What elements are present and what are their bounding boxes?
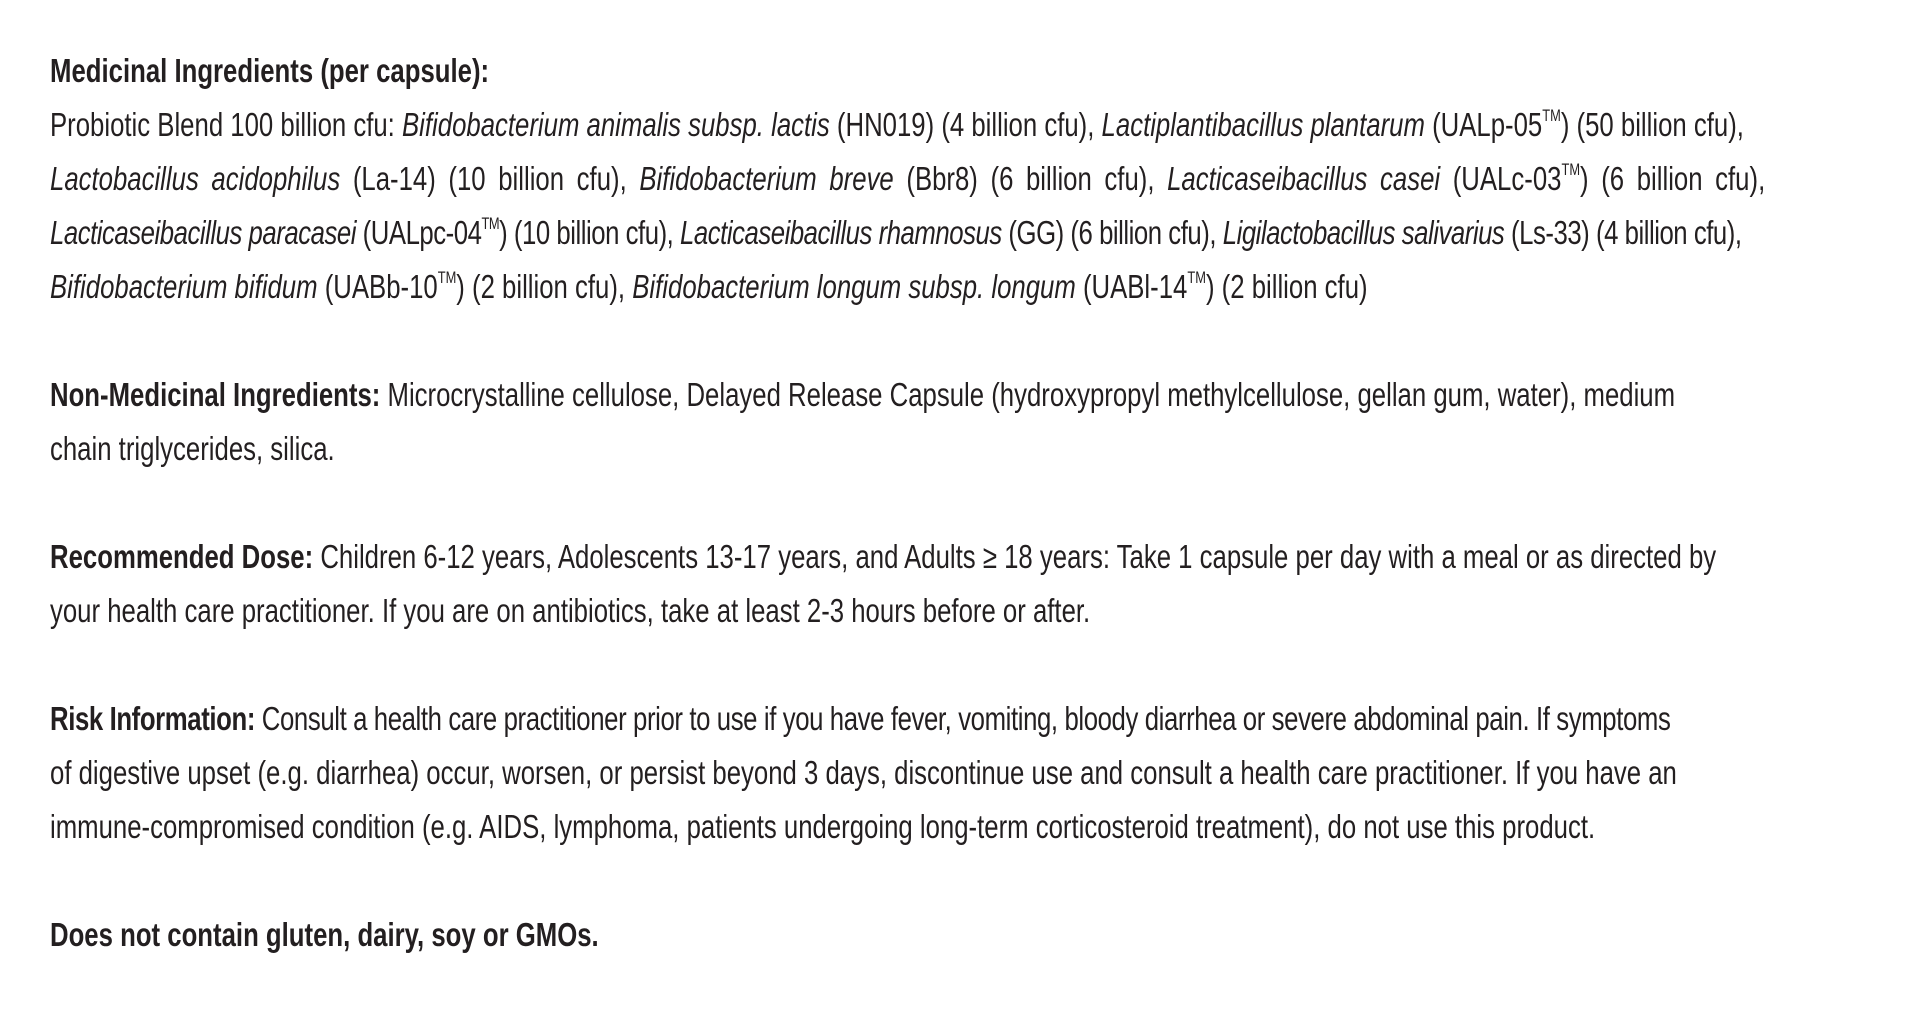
strain-code: (UALpc-04 bbox=[362, 214, 482, 251]
strain-code: (GG) bbox=[1008, 214, 1064, 251]
medicinal-line-3 bbox=[50, 206, 1880, 260]
trademark-mark: TM bbox=[1561, 161, 1581, 180]
medicinal-line-4 bbox=[50, 260, 1880, 314]
trademark-mark: TM bbox=[1542, 107, 1561, 126]
non-medicinal-ingredients-section bbox=[50, 368, 1880, 476]
line-wrap bbox=[50, 260, 1880, 314]
risk-text-2: of digestive upset (e.g. diarrhea) occur, worsen, or persist beyond 3 days, discontinue use and consult a health care practitioner. If you have an bbox=[50, 754, 1677, 791]
product-label-text bbox=[50, 44, 1880, 1016]
non-medicinal-line-2 bbox=[50, 422, 1880, 476]
risk-line-2 bbox=[50, 746, 1880, 800]
medicinal-line-1 bbox=[50, 98, 1880, 152]
strain-amount: ) (6 billion cfu), bbox=[1580, 160, 1766, 197]
risk-text-1: Consult a health care practitioner prior to use if you have fever, vomiting, bloody diarrhea or severe abdominal pain. If symptoms bbox=[255, 700, 1671, 737]
recommended-dose-section bbox=[50, 530, 1880, 638]
strain-amount: ) (2 billion cfu), bbox=[456, 268, 626, 305]
strain-amount: (4 billion cfu), bbox=[1595, 214, 1742, 251]
risk-line-3 bbox=[50, 800, 1880, 854]
line-wrap bbox=[50, 206, 1880, 260]
strain-amount: ) (10 billion cfu), bbox=[499, 214, 674, 251]
strain-species: Lacticaseibacillus rhamnosus bbox=[680, 214, 1002, 251]
strain-code: (Bbr8) bbox=[906, 160, 978, 197]
strain-amount: (6 billion cfu), bbox=[990, 160, 1155, 197]
medicinal-heading-line bbox=[50, 44, 1880, 98]
line-wrap bbox=[50, 368, 1880, 422]
dose-line-1 bbox=[50, 530, 1880, 584]
strain-species: Bifidobacterium bifidum bbox=[50, 268, 318, 305]
risk-label: Risk Information: bbox=[50, 700, 256, 737]
strain-code: (HN019) bbox=[836, 106, 935, 143]
line-wrap bbox=[50, 692, 1880, 746]
line-wrap bbox=[50, 152, 1880, 206]
trademark-mark: TM bbox=[437, 269, 457, 288]
risk-line-1 bbox=[50, 692, 1880, 746]
trademark-mark: TM bbox=[1187, 269, 1206, 288]
risk-information-section bbox=[50, 692, 1880, 854]
allergen-line bbox=[50, 908, 1880, 962]
strain-code: (UALp-05 bbox=[1432, 106, 1543, 143]
medicinal-ingredients-section bbox=[50, 44, 1880, 314]
strain-species: Bifidobacterium longum subsp. longum bbox=[632, 268, 1076, 305]
strain-code: (UABb-10 bbox=[324, 268, 438, 305]
dose-line-2 bbox=[50, 584, 1880, 638]
line-wrap bbox=[50, 530, 1880, 584]
strain-species: Ligilactobacillus salivarius bbox=[1222, 214, 1505, 251]
strain-code: (La-14) bbox=[352, 160, 436, 197]
non-medicinal-text-1: Microcrystalline cellulose, Delayed Release Capsule (hydroxypropyl methylcellulose, gellan gum, water), medium bbox=[380, 376, 1676, 413]
strain-amount: (10 billion cfu), bbox=[448, 160, 627, 197]
strain-amount: (4 billion cfu), bbox=[941, 106, 1095, 143]
non-medicinal-line-1 bbox=[50, 368, 1880, 422]
allergen-statement: Does not contain gluten, dairy, soy or GMOs. bbox=[50, 916, 599, 953]
strain-code: (UALc-03 bbox=[1452, 160, 1562, 197]
dose-text-2: your health care practitioner. If you are on antibiotics, take at least 2-3 hours before or after. bbox=[50, 592, 1091, 629]
strain-amount: (6 billion cfu), bbox=[1070, 214, 1217, 251]
non-medicinal-text-2: chain triglycerides, silica. bbox=[50, 430, 335, 467]
allergen-section bbox=[50, 908, 1880, 962]
strain-species: Bifidobacterium animalis subsp. lactis bbox=[401, 106, 830, 143]
strain-code: (UABl-14 bbox=[1082, 268, 1188, 305]
strain-amount: ) (2 billion cfu) bbox=[1205, 268, 1368, 305]
strain-species: Lacticaseibacillus casei bbox=[1167, 160, 1441, 197]
strain-amount: ) (50 billion cfu), bbox=[1560, 106, 1744, 143]
blend-label: Probiotic Blend 100 billion cfu: bbox=[50, 106, 402, 143]
non-medicinal-label: Non-Medicinal Ingredients: bbox=[50, 376, 381, 413]
strain-species: Lacticaseibacillus paracasei bbox=[50, 214, 356, 251]
dose-label: Recommended Dose: bbox=[50, 538, 314, 575]
strain-code: (Ls-33) bbox=[1511, 214, 1590, 251]
medicinal-line-2 bbox=[50, 152, 1880, 206]
trademark-mark: TM bbox=[481, 215, 500, 234]
line-wrap bbox=[50, 98, 1880, 152]
medicinal-heading: Medicinal Ingredients (per capsule): bbox=[50, 52, 490, 89]
dose-text-1: Children 6-12 years, Adolescents 13-17 years, and Adults ≥ 18 years: Take 1 capsule per day with a meal or as directed by bbox=[313, 538, 1717, 575]
strain-species: Lactobacillus acidophilus bbox=[50, 160, 341, 197]
strain-species: Bifidobacterium breve bbox=[639, 160, 894, 197]
risk-text-3: immune-compromised condition (e.g. AIDS, lymphoma, patients undergoing long-term corticosteroid treatment), do not use this product. bbox=[50, 808, 1596, 845]
strain-species: Lactiplantibacillus plantarum bbox=[1101, 106, 1425, 143]
